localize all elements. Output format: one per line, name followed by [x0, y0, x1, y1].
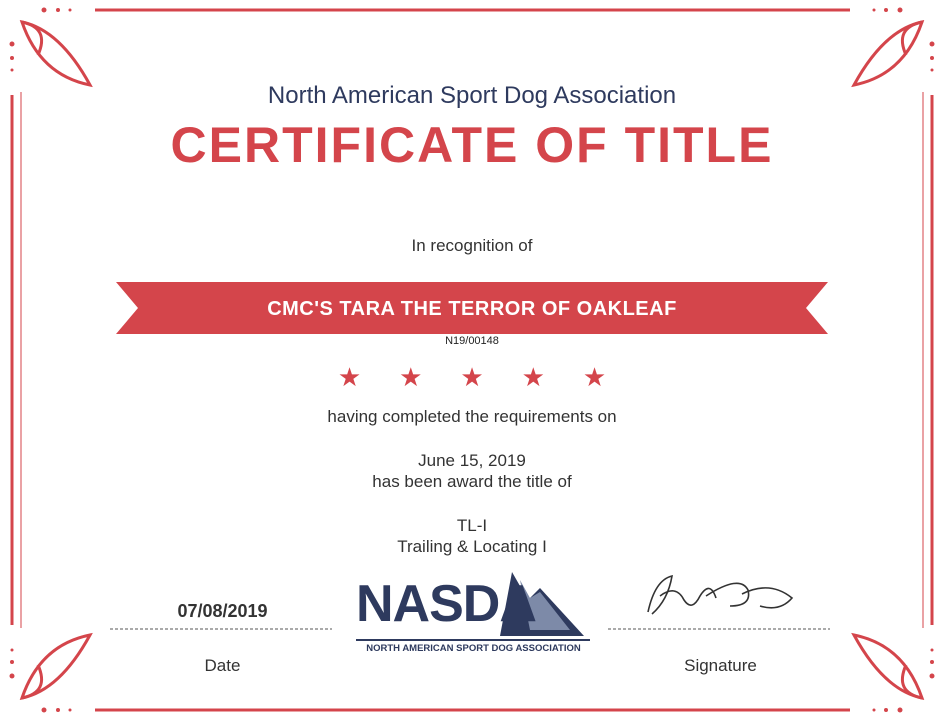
title-name: Trailing & Locating I [397, 537, 547, 556]
registration-number: N19/00148 [445, 335, 499, 347]
star-row [0, 362, 944, 393]
nasda-logo-subtitle: NORTH AMERICAN SPORT DOG ASSOCIATION [366, 643, 581, 654]
certificate-title: CERTIFICATE OF TITLE [170, 117, 774, 173]
signed-date: 07/08/2019 [177, 601, 268, 621]
star-icon: ★ [337, 362, 362, 392]
completed-text: having completed the requirements on [327, 407, 617, 426]
star-icon: ★ [460, 362, 484, 392]
date-label: Date [204, 656, 241, 675]
organization-name: North American Sport Dog Association [267, 82, 677, 109]
nasda-logo: NASDA [356, 575, 536, 633]
signature-label: Signature [684, 656, 757, 675]
completion-date: June 15, 2019 [418, 451, 526, 470]
star-icon: ★ [582, 362, 607, 392]
awarded-text: has been award the title of [372, 472, 572, 491]
star-icon: ★ [521, 362, 545, 392]
recognition-text: In recognition of [411, 236, 533, 255]
star-icon: ★ [399, 362, 423, 392]
dog-name: CMC'S TARA THE TERROR OF OAKLEAF [267, 298, 677, 320]
title-code: TL-I [456, 516, 488, 535]
signature-scribble [648, 576, 792, 614]
